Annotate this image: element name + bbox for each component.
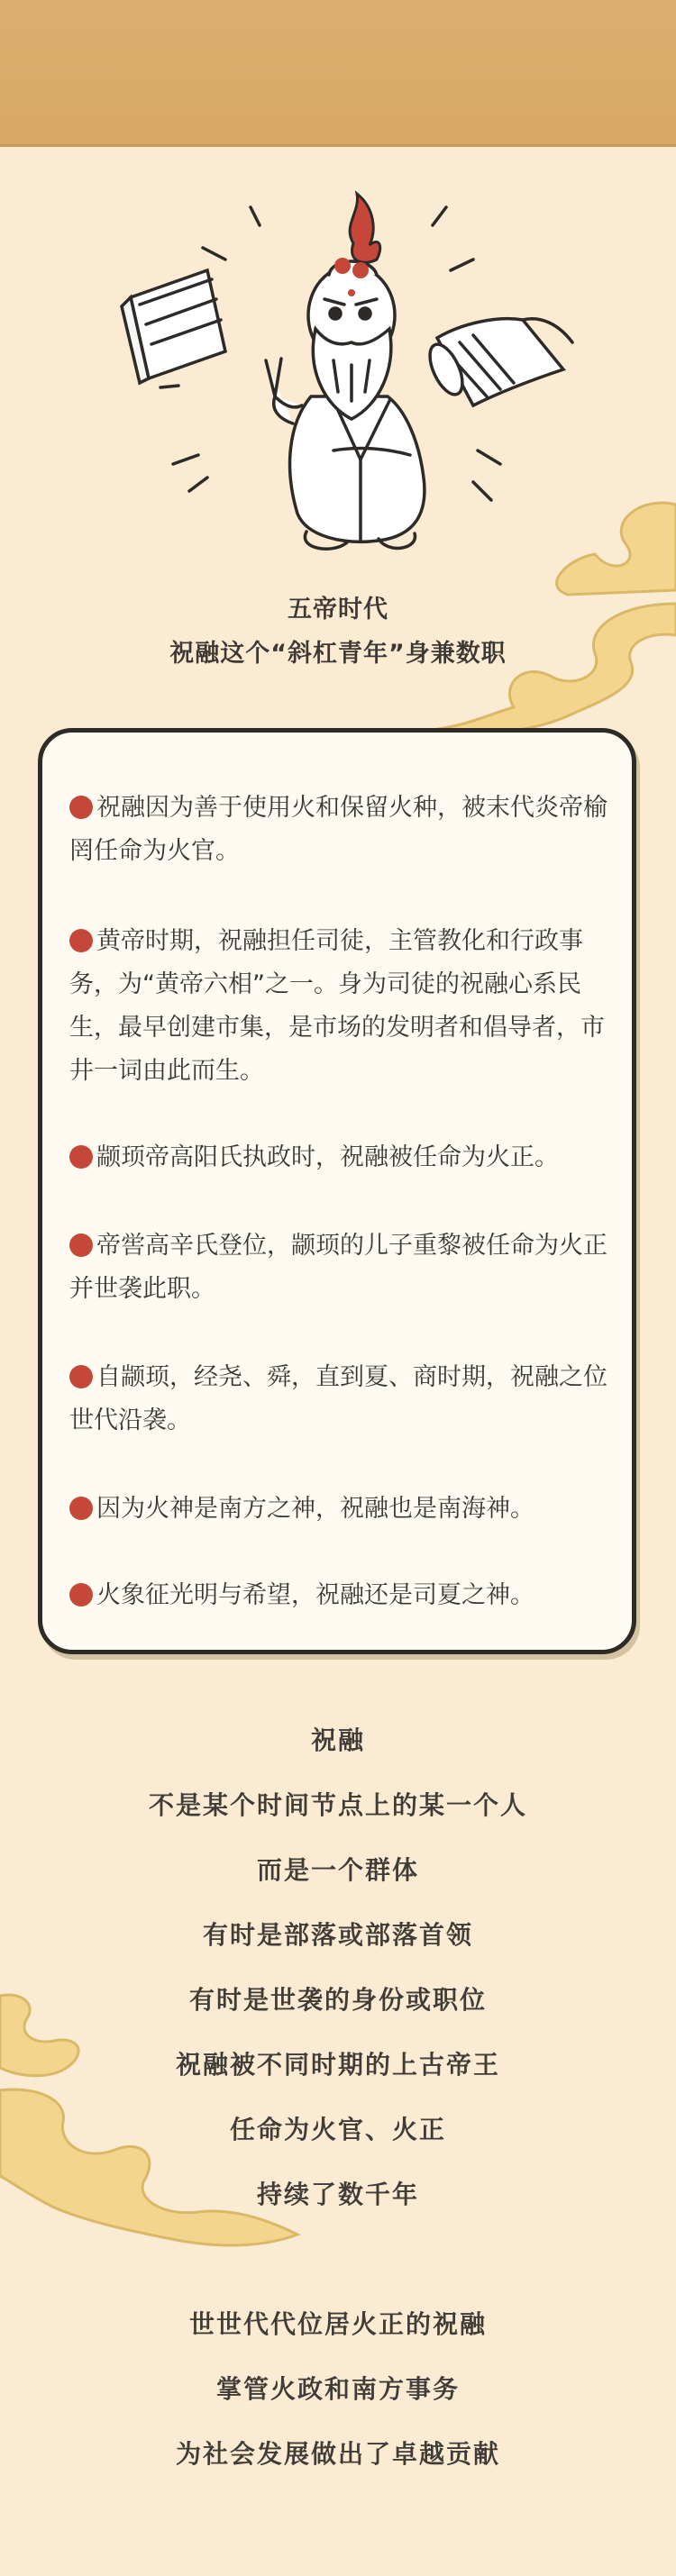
bullet-dot-icon — [69, 1365, 93, 1388]
bullet-dot-icon — [69, 929, 93, 952]
fact-item: 黄帝时期，祝融担任司徒，主管教化和行政事务，为“黄帝六相”之一。身为司徒的祝融心系民生，最早创建市集，是市场的发明者和倡导者，市井一词由此而生。 — [69, 927, 605, 1085]
closing-line: 世世代代位居火正的祝融 — [188, 2309, 487, 2339]
fact-item: 自颛顼，经尧、舜，直到夏、商时期，祝融之位世代沿袭。 — [69, 1363, 607, 1434]
top-banner — [0, 0, 676, 147]
bullet-dot-icon — [69, 1583, 93, 1607]
fact-item: 颛顼帝高阳氏执政时，祝融被任命为火正。 — [69, 1136, 610, 1179]
summary-line: 不是某个时间节点上的某一个人 — [148, 1790, 527, 1820]
summary-line: 任命为火官、火正 — [229, 2115, 446, 2144]
fact-item: 因为火神是南方之神，祝融也是南海神。 — [69, 1488, 610, 1531]
fact-item: 祝融因为善于使用火和保留火种，被末代炎帝榆罔任命为火官。 — [69, 794, 607, 865]
summary-line: 有时是部落或部落首领 — [202, 1920, 473, 1950]
facts-card — [38, 728, 636, 1654]
bullet-dot-icon — [69, 1145, 93, 1169]
summary-line: 而是一个群体 — [256, 1855, 419, 1885]
era-title: 五帝时代 — [288, 596, 388, 624]
fact-item: 帝喾高辛氏登位，颛顼的儿子重黎被任命为火正并世袭此职。 — [69, 1232, 607, 1303]
bullet-dot-icon — [69, 796, 93, 819]
bullet-dot-icon — [69, 1497, 93, 1520]
closing-line: 为社会发展做出了卓越贡献 — [175, 2439, 500, 2469]
bullet-dot-icon — [69, 1233, 93, 1257]
fact-item: 火象征光明与希望，祝融还是司夏之神。 — [69, 1574, 610, 1617]
era-subtitle: 祝融这个“斜杠青年”身兼数职 — [169, 640, 507, 668]
summary-line: 祝融被不同时期的上古帝王 — [175, 2050, 500, 2080]
zhurong-illustration — [90, 180, 631, 568]
closing-line: 掌管火政和南方事务 — [215, 2374, 460, 2404]
summary-line: 持续了数千年 — [256, 2180, 419, 2209]
summary-line: 祝融 — [310, 1725, 365, 1755]
summary-line: 有时是世袭的身份或职位 — [188, 1985, 487, 2015]
